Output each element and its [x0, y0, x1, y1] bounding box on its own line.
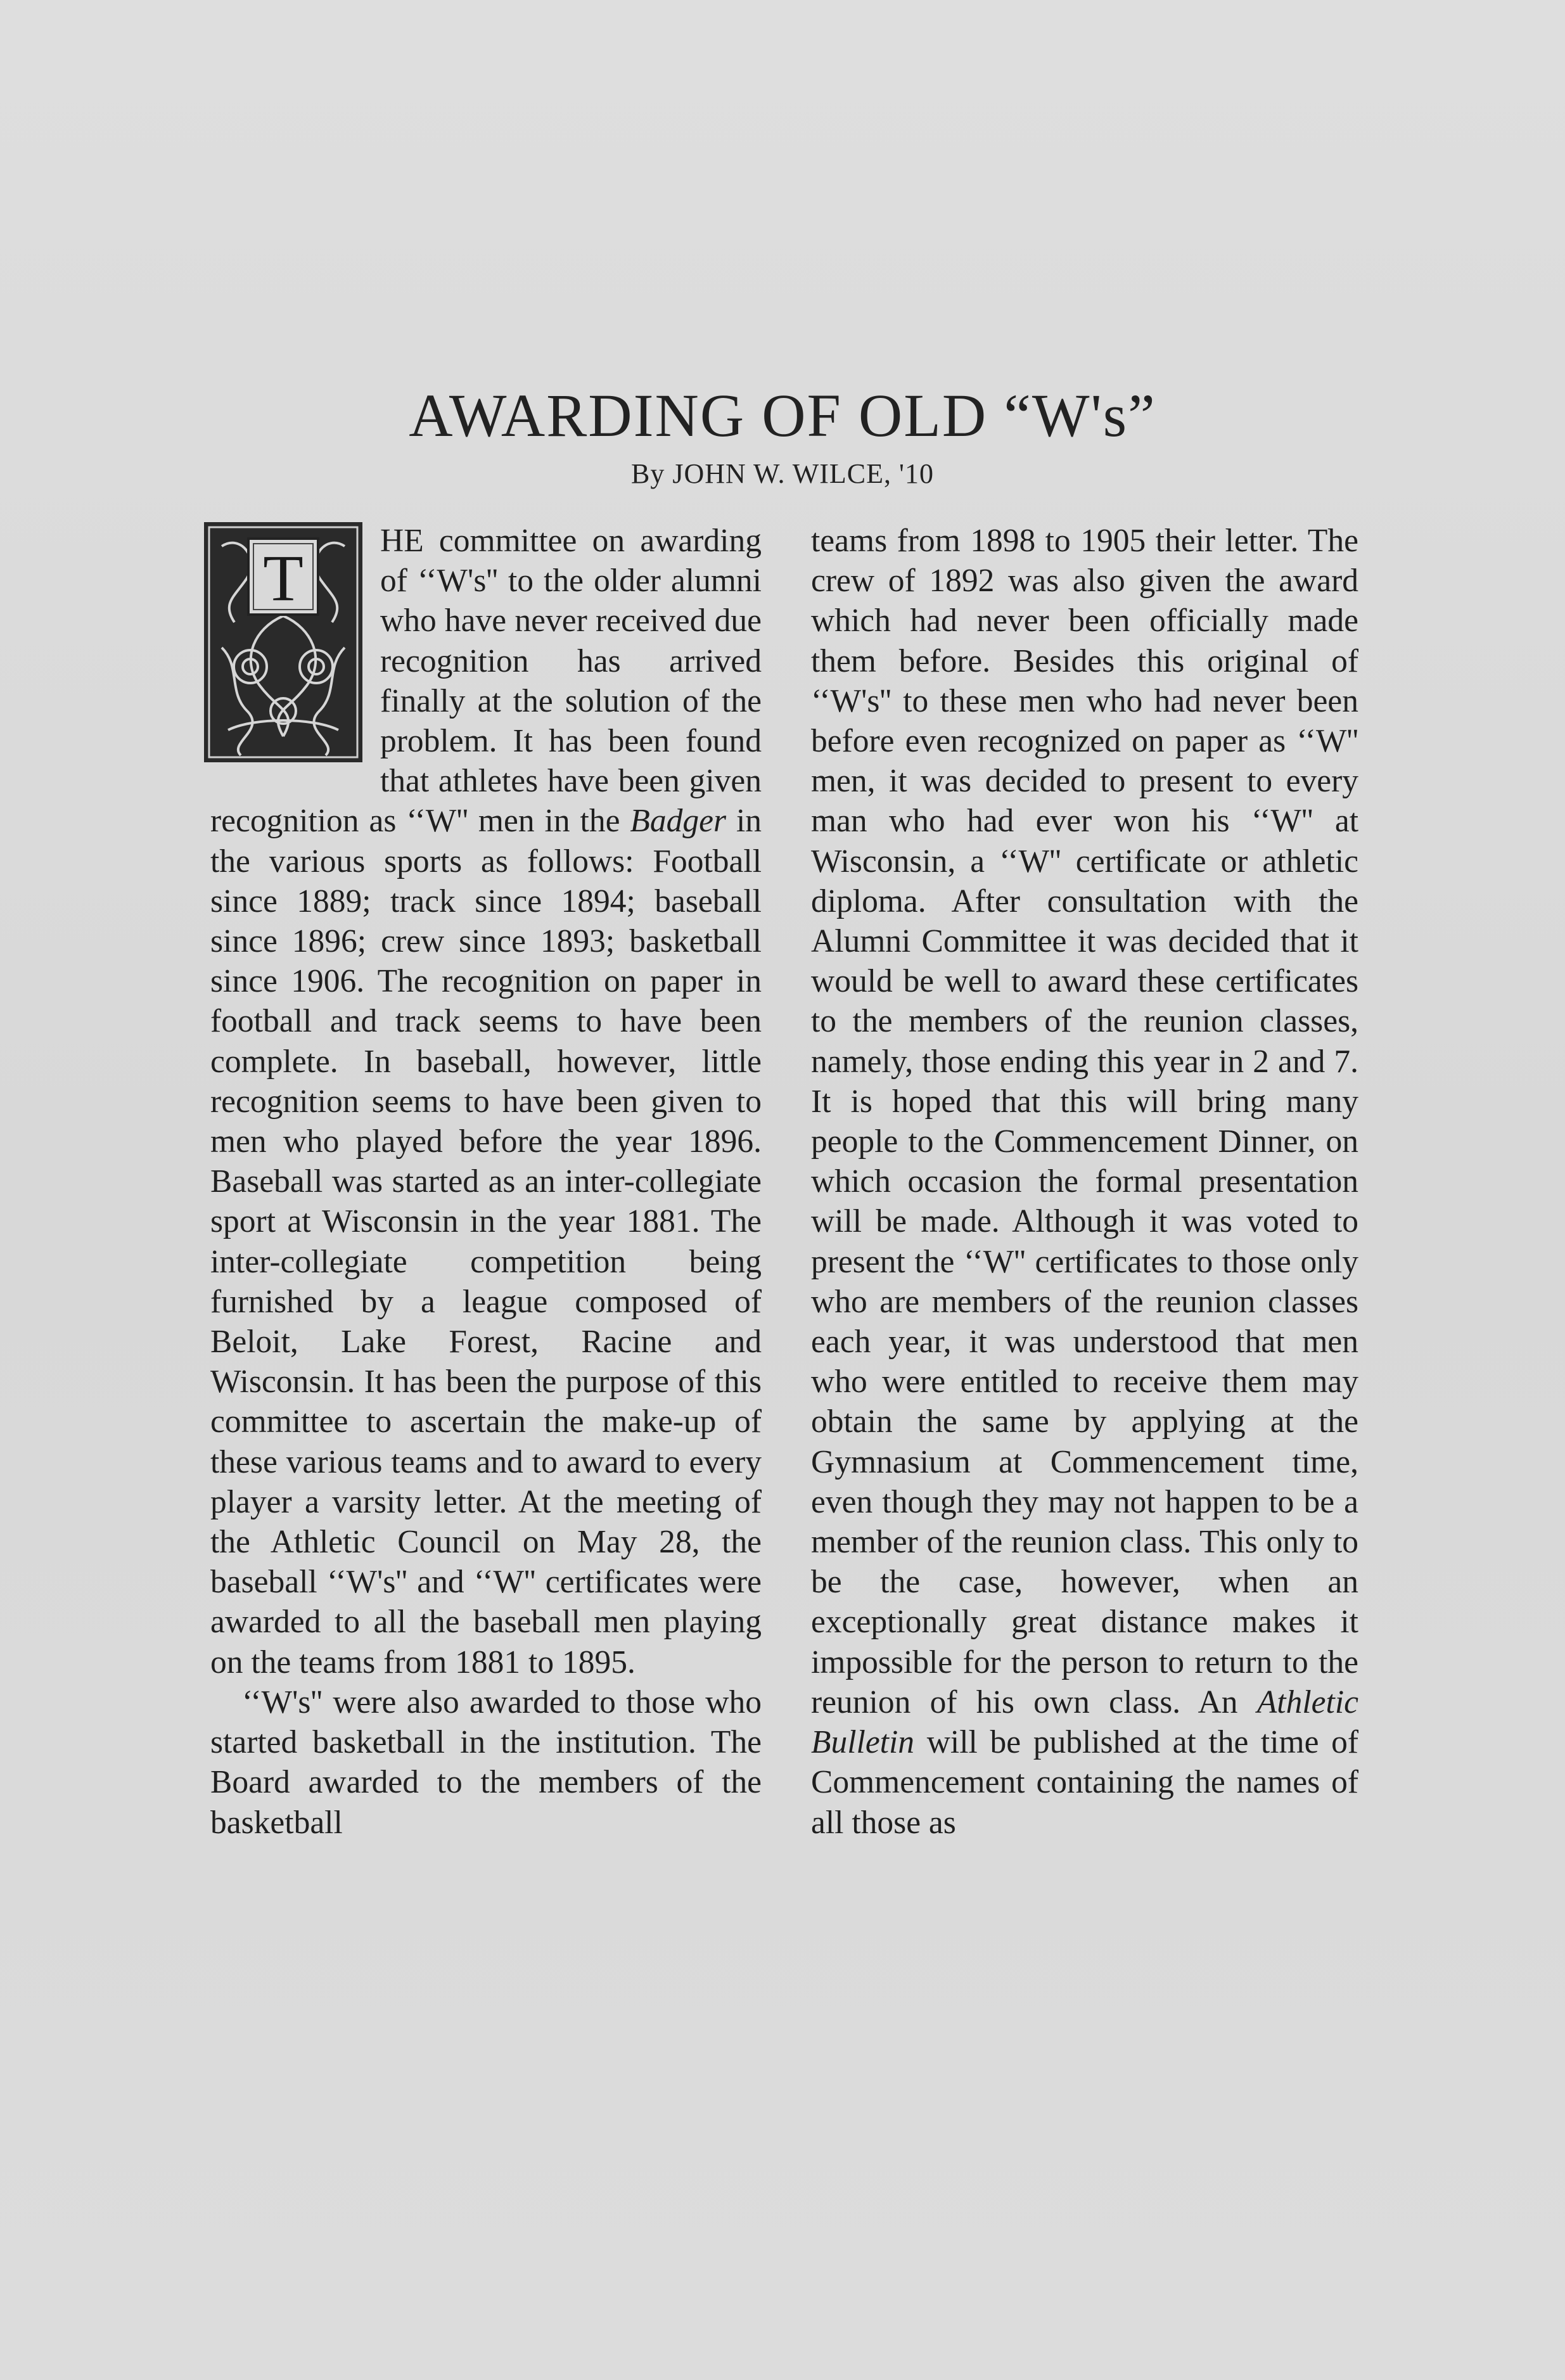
athletic-bulletin-title: Athletic Bulletin: [811, 1684, 1359, 1761]
ornamental-drop-cap: [203, 521, 364, 764]
paragraph-3: [811, 521, 1358, 1843]
paragraph-3-text: teams from 1898 to 1905 their letter. The crew of 1892 was also given the award which had never been officially made them before. Besides this original of ‘‘W's'' to these men who had never been before even recognized on paper as ‘‘W'' men, it was decided to present to every man who had ever won his ‘‘W'' at Wisconsin, a ‘‘W'' certificate or athletic diploma. After consultation with the Alumni Committee it was decided that it would be well to award these certificates to the members of the reunion classes, namely, those ending this year in 2 and 7. It is hoped that this will bring many people to the Commencement Dinner, on which occasion the formal presentation will be made. Although it was voted to present the ‘‘W'' certificates to those only who are members of the reunion classes each year, it was understood that men who were entitled to receive them may obtain the same by applying at the Gymnasium at Commencement time, even though they may not happen to be a member of the reunion class. This only to be the case, however, when an exceptionally great distance makes it impossible for the person to return to the reunion of his own class. An: [811, 523, 1358, 1720]
badger-title: Badger: [630, 803, 726, 840]
column-left: [210, 521, 762, 2105]
paragraph-1-continued: in the various sports as follows: Football since 1889; track since 1894; baseball since 1896; crew since 1893; basketball since 1906. The recognition on paper in football and track seems to have been complete. In baseball, however, little recognition seems to have been given to men who played before the year 1896. Baseball was started as an inter-collegiate sport at Wisconsin in the year 1881. The inter-collegiate competition being furnished by a league composed of Beloit, Lake Forest, Racine and Wisconsin. It has been the purpose of this committee to ascertain the make-up of these various teams and to award to every player a varsity letter. At the meeting of the Athletic Council on May 28, the baseball ‘‘W's'' and ‘‘W'' certificates were awarded to all the baseball men playing on the teams from 1881 to 1895.: [210, 803, 762, 1680]
article-title: AWARDING OF OLD “W's”: [409, 381, 1156, 449]
column-right: [811, 521, 1358, 2105]
paragraph-2: ‘‘W's'' were also awarded to those who started basketball in the institution. The Board awarded to the members of the basketball: [210, 1684, 762, 1841]
drop-cap-letter: T: [263, 542, 303, 615]
paragraph-3-continued: will be published at the time of Commencement containing the names of all those as: [811, 1724, 1359, 1841]
drop-cap-ornament-icon: [203, 521, 364, 764]
paragraph-1-text: HE committee on awarding of ‘‘W's'' to the older alumni who have never received due recognition has arrived finally at the solution of the problem. It has been found that athletes have been given recognition as ‘‘W'' men in the: [210, 523, 762, 840]
article-byline: By JOHN W. WILCE, '10: [631, 458, 934, 489]
